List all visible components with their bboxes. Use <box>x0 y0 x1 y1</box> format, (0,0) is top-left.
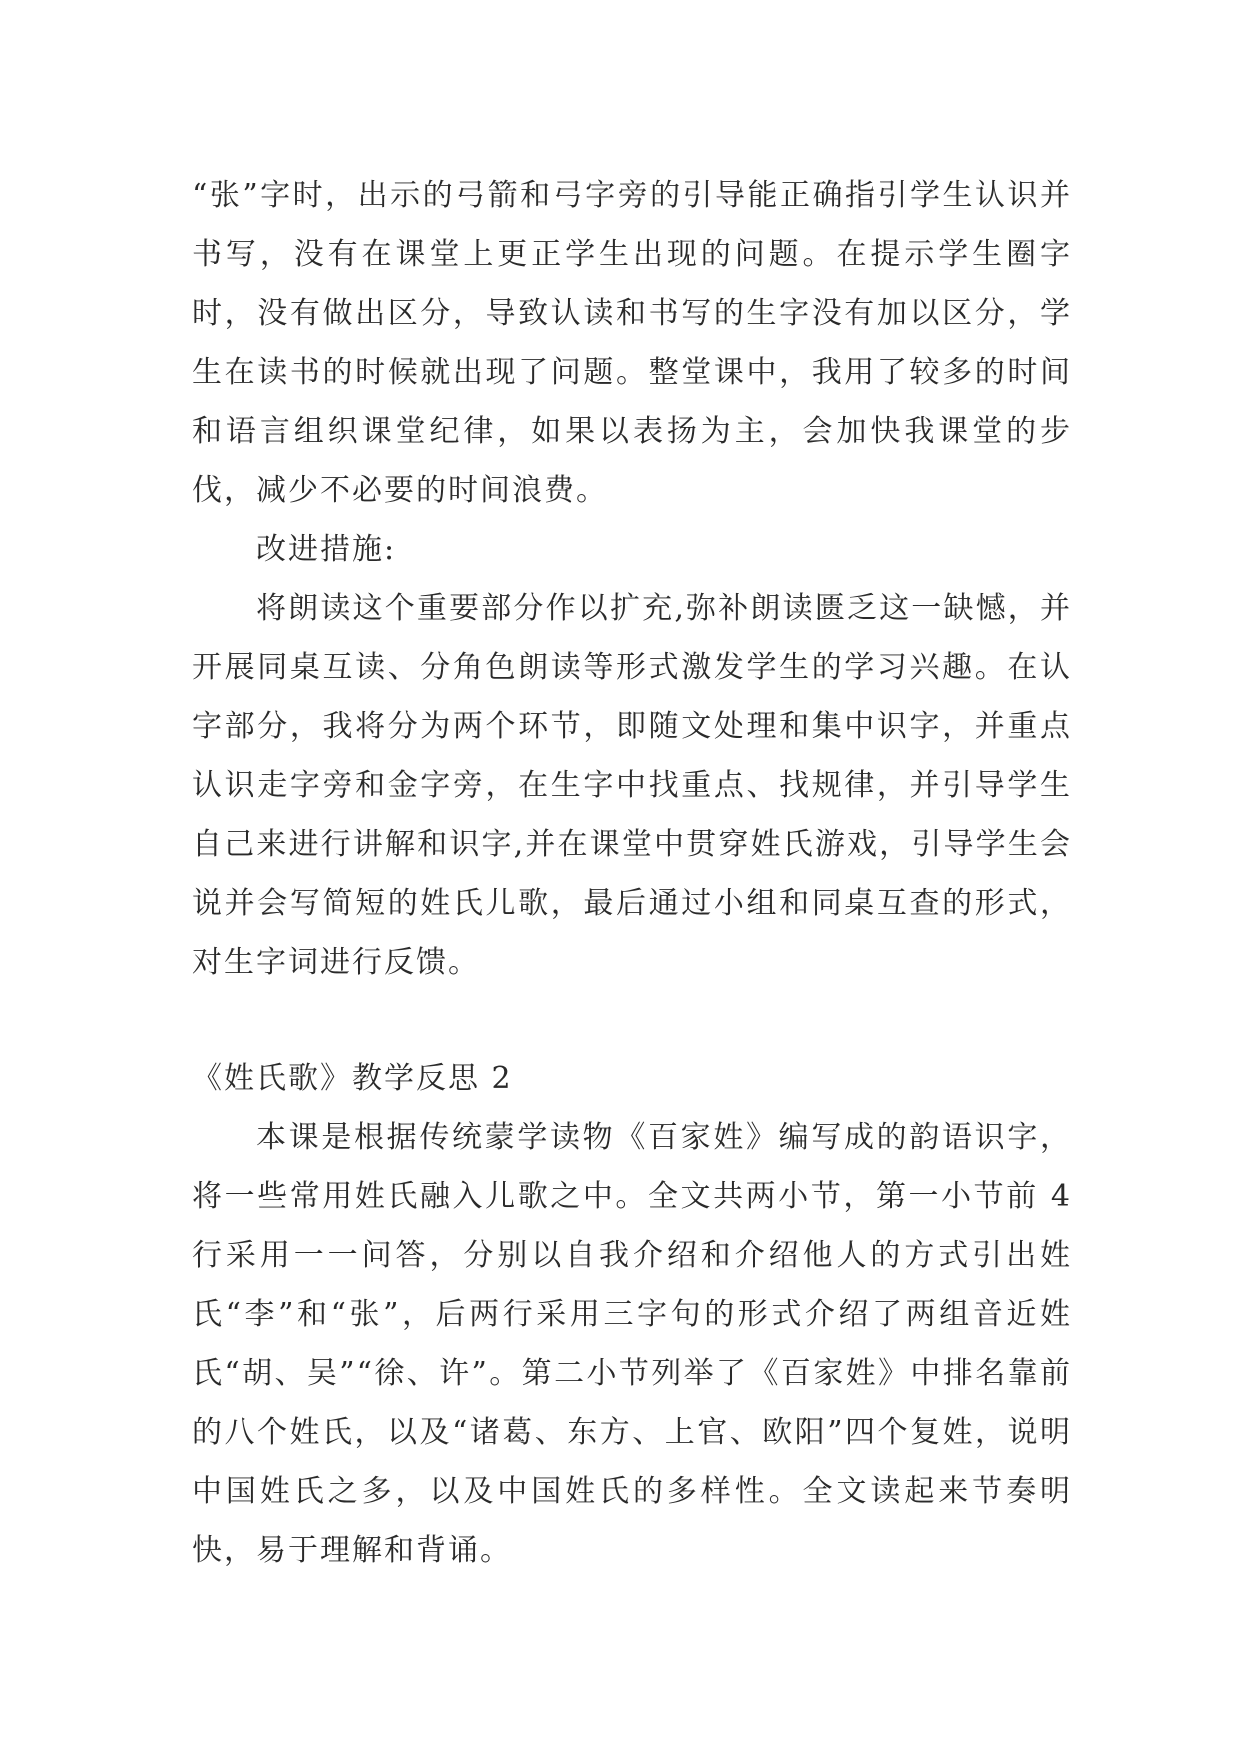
section-2 <box>192 1049 1072 1580</box>
body-paragraph: 将朗读这个重要部分作以扩充,弥补朗读匮乏这一缺憾，并开展同桌互读、分角色朗读等形式激发学生的学习兴趣。在认字部分，我将分为两个环节，即随文处理和集中识字，并重点认识走字旁和金字旁，在生字中找重点、找规律，并引导学生自己来进行讲解和识字,并在课堂中贯穿姓氏游戏，引导学生会说并会写简短的姓氏儿歌，最后通过小组和同桌互查的形式，对生字词进行反馈。 <box>192 591 1072 980</box>
section-title: 《姓氏歌》教学反思 2 <box>192 1061 513 1096</box>
section-subheading: 改进措施: <box>256 532 397 567</box>
body-paragraph: “张”字时，出示的弓箭和弓字旁的引导能正确指引学生认识并书写，没有在课堂上更正学生出现的问题。在提示学生圈字时，没有做出区分，导致认读和书写的生字没有加以区分，学生在读书的时候就出现了问题。整堂课中，我用了较多的时间和语言组织课堂纪律，如果以表扬为主，会加快我课堂的步伐，减少不必要的时间浪费。 <box>192 178 1072 508</box>
section-1 <box>192 166 1072 992</box>
body-paragraph: 本课是根据传统蒙学读物《百家姓》编写成的韵语识字，将一些常用姓氏融入儿歌之中。全文共两小节，第一小节前 4 行采用一一问答，分别以自我介绍和介绍他人的方式引出姓氏“李”和“张”，后两行采用三字句的形式介绍了两组音近姓氏“胡、吴”“徐、许”。第二小节列举了《百家姓》中排名靠前的八个姓氏，以及“诸葛、东方、上官、欧阳”四个复姓，说明中国姓氏之多，以及中国姓氏的多样性。全文读起来节奏明快，易于理解和背诵。 <box>192 1120 1072 1568</box>
